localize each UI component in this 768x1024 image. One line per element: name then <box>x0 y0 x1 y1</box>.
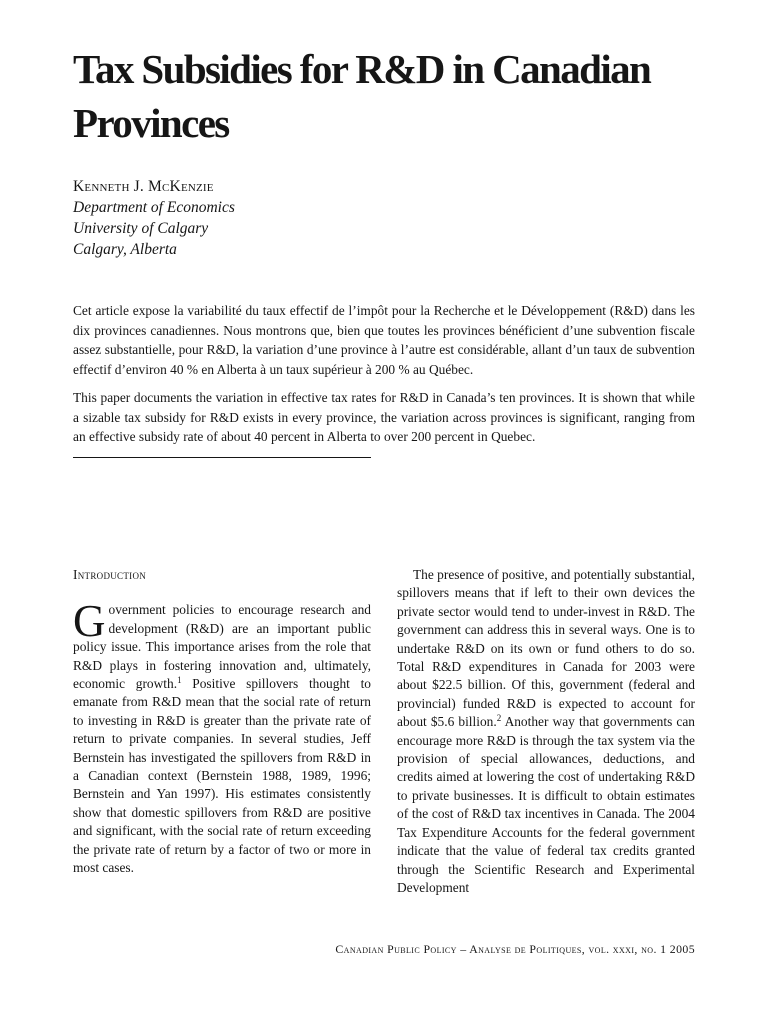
author-name: Kenneth J. McKenzie <box>73 178 214 195</box>
footnote-ref-2: 2 <box>496 713 502 724</box>
author-university: University of Calgary <box>73 220 209 237</box>
intro-paragraph-2 <box>397 566 695 897</box>
footnote-ref-1: 1 <box>177 675 182 686</box>
abstract-divider <box>73 457 371 458</box>
intro-paragraph-2-rest: Another way that governments can encourage more R&D is through the tax system via the provision of special allowances, deductions, and credits aimed at lowering the cost of undertaking R&D to private businesses. It is difficult to obtain estimates of the cost of R&D tax incentives in Canada. The 2004 Tax Expenditure Accounts for the federal government indicate that the value of federal tax credits granted through the Scientific Research and Experimental Development <box>397 714 695 895</box>
journal-footer: Canadian Public Policy – Analyse de Politiques, vol. xxxi, no. 1 2005 <box>335 942 695 956</box>
abstract-french: Cet article expose la variabilité du taux effectif de l’impôt pour la Recherche et le Développement (R&D) dans les dix provinces canadiennes. Nous montrons que, bien que toutes les provinces bénéficient d’une subvention fiscale assez substantielle, pour R&D, la variation d’une province à l’autre est considérable, allant d’un taux de subvention effectif d’environ 40 % en Alberta à un taux supérieur à 200 % au Québec. <box>73 303 695 377</box>
section-heading-introduction: Introduction <box>73 567 147 582</box>
article-title: Tax Subsidies for R&D in Canadian Provinces <box>73 46 651 146</box>
intro-paragraph-1 <box>73 596 371 877</box>
drop-cap: G <box>73 596 106 647</box>
left-column <box>73 566 371 878</box>
intro-paragraph-1-rest: Positive spillovers thought to emanate from R&D mean that the social rate of return to investing in R&D is greater than the private rate of return to private companies. In several studies, Jeff Bernstein has investigated the spillovers from R&D in a Canadian context (Bernstein 1988, 1989, 1996; Bernstein and Yan 1997). His estimates consistently show that domestic spillovers from R&D are positive and significant, with the social rate of return exceeding the private rate of return by a factor of two or more in most cases. <box>73 676 371 876</box>
author-location: Calgary, Alberta <box>73 241 177 258</box>
intro-paragraph-2-text: The presence of positive, and potentially substantial, spillovers means that if left to their own devices the private sector would tend to under-invest in R&D. The government can address this in several ways. One is to undertake R&D on its own or fund others to do so. Total R&D expenditures in Canada for 2003 were about $22.5 billion. Of this, government (federal and provincial) funded R&D is expected to account for about $5.6 billion. <box>397 567 695 730</box>
intro-paragraph-1-text: overnment policies to encourage research and development (R&D) are an important public policy issue. This importance arises from the role that R&D plays in fostering innovation and, ultimately, economic growth. <box>73 602 371 692</box>
abstract-english: This paper documents the variation in effective tax rates for R&D in Canada’s ten provinces. It is shown that while a sizable tax subsidy for R&D exists in every province, the variation across provinces is significant, ranging from an effective subsidy rate of about 40 percent in Alberta to over 200 percent in Quebec. <box>73 390 695 444</box>
right-column <box>397 566 695 897</box>
author-department: Department of Economics <box>73 199 235 216</box>
author-block <box>73 176 235 260</box>
